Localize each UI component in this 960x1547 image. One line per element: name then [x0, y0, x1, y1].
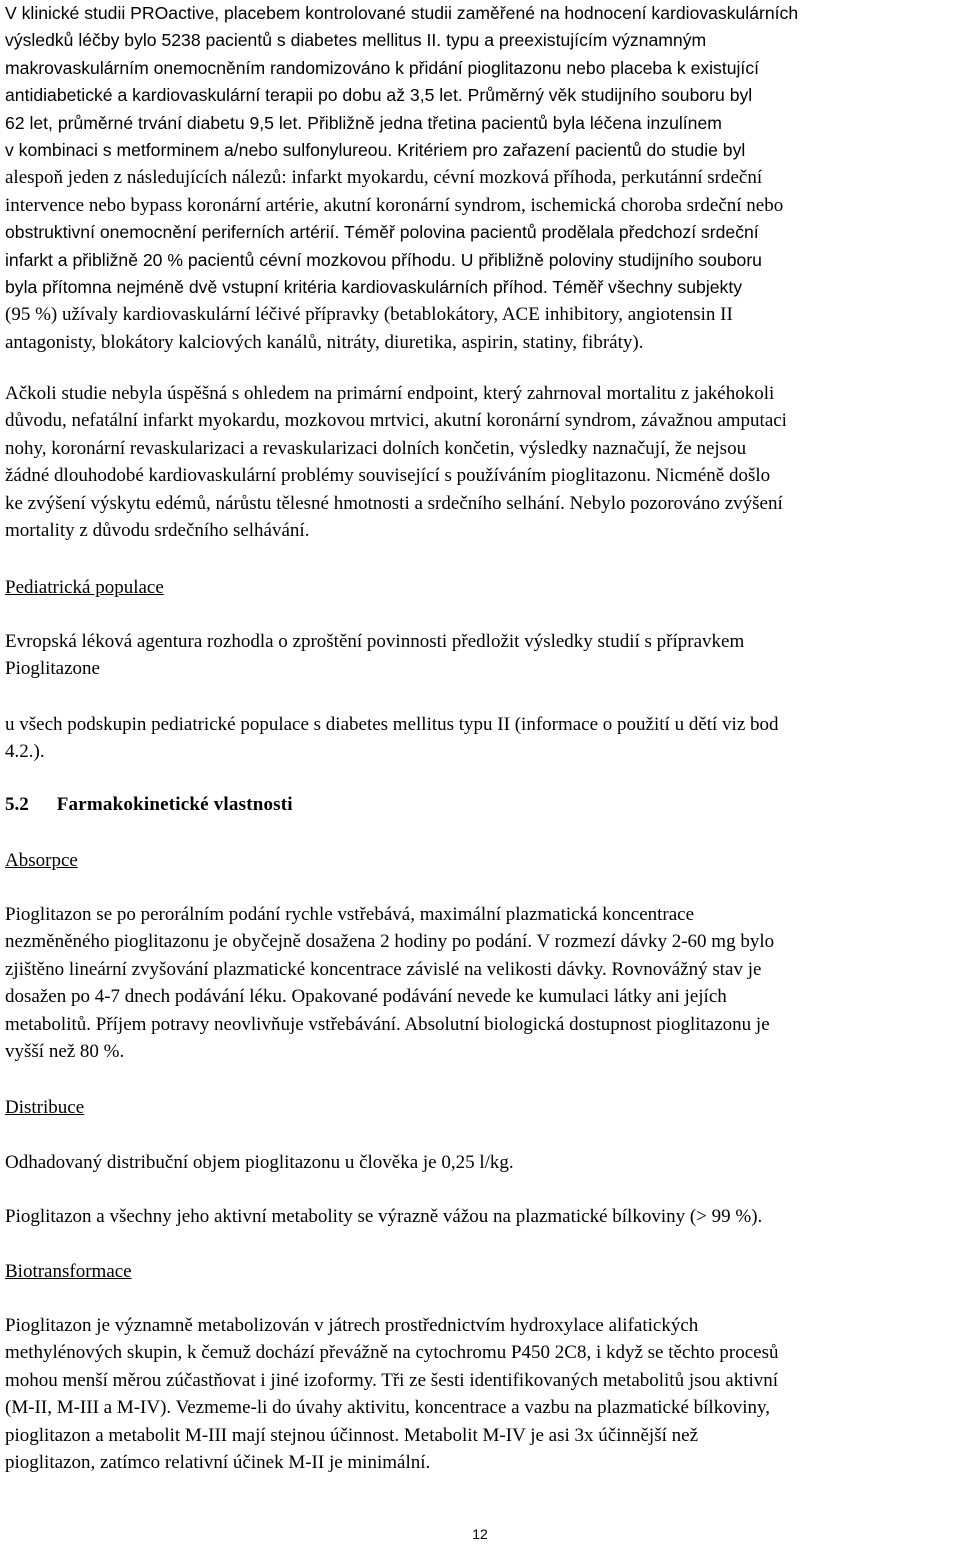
text-line: žádné dlouhodobé kardiovaskulární problémy související s používáním pioglitazonu. Nicméně došlo: [5, 465, 771, 487]
section-title: Farmakokinetické vlastnosti: [56, 794, 293, 815]
subheading-distribution: Distribuce: [5, 1097, 85, 1118]
text-line: vyšší než 80 %.: [5, 1041, 125, 1063]
text-line: mortality z důvodu srdečního selhávání.: [5, 520, 310, 542]
paragraph-study-results: [5, 380, 955, 544]
subheading-absorption: Absorpce: [5, 850, 78, 871]
text-line: methylénových skupin, k čemuž dochází převážně na cytochromu P450 2C8, i když se těchto procesů: [5, 1342, 779, 1364]
text-line: mohou menší měrou zúčastňovat i jiné izoformy. Tři ze šesti identifikovaných metabolitů jsou aktivní: [5, 1369, 779, 1391]
text-line: makrovaskulárním onemocněním randomizováno k přidání pioglitazonu nebo placeba k existující: [5, 57, 760, 78]
text-line: (95 %) užívaly kardiovaskulární léčivé přípravky (betablokátory, ACE inhibitory, angiotensin II: [5, 304, 733, 326]
text-line: dosažen po 4-7 dnech podávání léku. Opakované podávání nevede ke kumulaci látky ani jejích: [5, 986, 727, 1008]
text-line: 4.2.).: [5, 741, 45, 763]
text-line: metabolitů. Příjem potravy neovlivňuje vstřebávání. Absolutní biologická dostupnost pioglitazonu je: [5, 1013, 770, 1035]
text-line: nohy, koronární revaskularizaci a revaskularizaci dolních končetin, výsledky naznačují, že nejsou: [5, 437, 747, 459]
text-line: V klinické studii PROactive, placebem kontrolované studii zaměřené na hodnocení kardiovaskulárních: [5, 3, 799, 23]
text-line: obstruktivní onemocnění periferních artérií. Téměř polovina pacientů prodělala předchozí srdeční: [5, 222, 759, 243]
paragraph-biotransformation: [5, 1312, 955, 1476]
subheading-biotransformation: Biotransformace: [5, 1261, 132, 1282]
text-line: Pioglitazone: [5, 658, 100, 680]
paragraph-distribution-volume: [5, 1149, 955, 1176]
text-line: u všech podskupin pediatrické populace s diabetes mellitus typu II (informace o použití u dětí viz bod: [5, 714, 779, 735]
text-line: nezměněného pioglitazonu je obyčejně dosažena 2 hodiny po podání. V rozmezí dávky 2-60 mg bylo: [5, 931, 775, 953]
paragraph-pediatric-subgroups: [5, 711, 955, 766]
text-line: pioglitazon, zatímco relativní účinek M-II je minimální.: [5, 1452, 431, 1474]
paragraph-protein-binding: [5, 1203, 955, 1230]
text-line: pioglitazon a metabolit M-III mají stejnou účinnost. Metabolit M-IV je asi 3x účinnější než: [5, 1424, 698, 1446]
text-line: v kombinaci s metforminem a/nebo sulfonylureou. Kritériem pro zařazení pacientů do studie byl: [5, 140, 746, 161]
text-line: zjištěno lineární zvyšování plazmatické koncentrace závislé na velikosti dávky. Rovnovážný stav je: [5, 958, 762, 980]
text-line: výsledků léčby bylo 5238 pacientů s diabetes mellitus II. typu a preexistujícím významným: [5, 30, 707, 51]
text-line: Pioglitazon se po perorálním podání rychle vstřebává, maximální plazmatická koncentrace: [5, 904, 695, 925]
text-line: intervence nebo bypass koronární artérie, akutní koronární syndrom, ischemická choroba srdeční nebo: [5, 194, 784, 216]
text-line: 62 let, průměrné trvání diabetu 9,5 let. Přibližně jedna třetina pacientů byla léčena inzulínem: [5, 112, 722, 133]
text-line: alespoň jeden z následujících nálezů: infarkt myokardu, cévní mozková příhoda, perkutánní srdeční: [5, 167, 763, 189]
text-line: ke zvýšení výskytu edémů, nárůstu tělesné hmotnosti a srdečního selhání. Nebylo pozorováno zvýšení: [5, 492, 783, 514]
section-heading-pharmacokinetics: [5, 791, 293, 818]
paragraph-ema-decision: [5, 628, 955, 683]
paragraph-proactive-study: [5, 0, 955, 356]
text-line: byla přítomna nejméně dvě vstupní kritéria kardiovaskulárních příhod. Téměř všechny subjekty: [5, 277, 743, 298]
section-number: 5.2: [5, 794, 29, 815]
text-line: antagonisty, blokátory kalciových kanálů, nitráty, diuretika, aspirin, statiny, fibráty).: [5, 331, 644, 353]
page-number: 12: [472, 1526, 488, 1542]
text-line: důvodu, nefatální infarkt myokardu, mozkovou mrtvici, akutní koronární syndrom, závažnou amputaci: [5, 410, 787, 432]
text-line: (M-II, M-III a M-IV). Vezmeme-li do úvahy aktivitu, koncentrace a vazbu na plazmatické bílkoviny,: [5, 1397, 771, 1419]
text-line: Pioglitazon a všechny jeho aktivní metabolity se výrazně vážou na plazmatické bílkoviny (> 99 %).: [5, 1206, 763, 1227]
paragraph-absorption: [5, 901, 955, 1065]
text-line: Pioglitazon je významně metabolizován v játrech prostřednictvím hydroxylace alifatických: [5, 1315, 699, 1336]
text-line: infarkt a přibližně 20 % pacientů cévní mozkovou příhodu. U přibližně poloviny studijního souboru: [5, 249, 762, 270]
text-line: Evropská léková agentura rozhodla o zproštění povinnosti předložit výsledky studií s přípravkem: [5, 631, 745, 652]
subheading-pediatric-population: Pediatrická populace: [5, 577, 164, 598]
text-line: Ačkoli studie nebyla úspěšná s ohledem na primární endpoint, který zahrnoval mortalitu z jakéhokoli: [5, 383, 775, 404]
text-line: antidiabetické a kardiovaskulární terapii po dobu až 3,5 let. Průměrný věk studijního souboru byl: [5, 85, 753, 106]
text-line: Odhadovaný distribuční objem pioglitazonu u člověka je 0,25 l/kg.: [5, 1152, 514, 1173]
